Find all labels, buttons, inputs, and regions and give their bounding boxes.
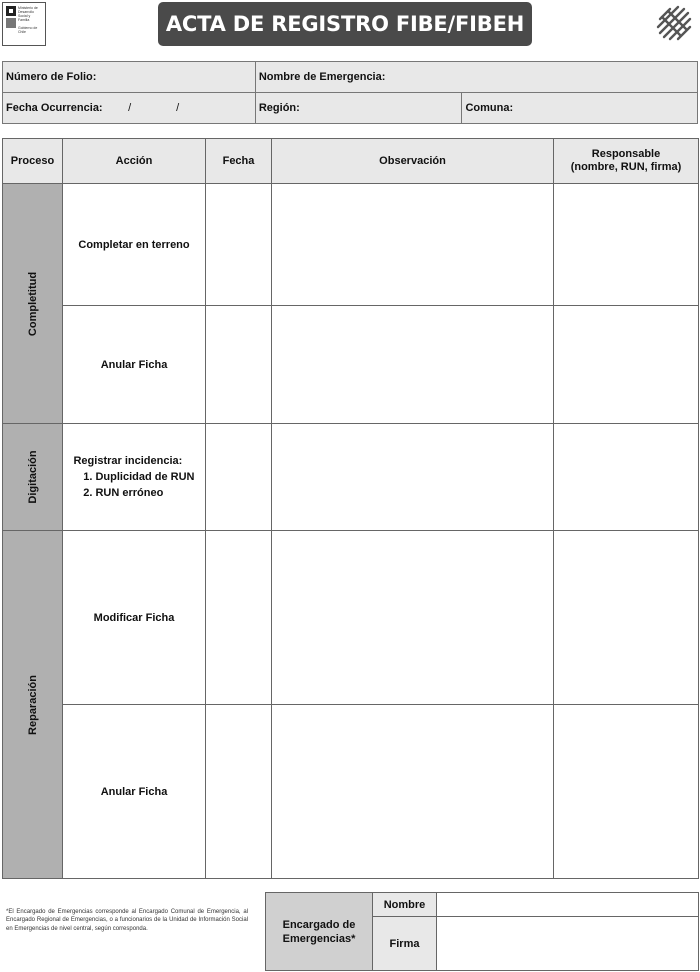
- fecha-cell[interactable]: [206, 531, 272, 705]
- responsable-cell[interactable]: [554, 705, 699, 879]
- accion-incidencia: [63, 424, 206, 531]
- registro-table: [2, 138, 699, 879]
- comuna-field[interactable]: [462, 93, 698, 124]
- observacion-cell[interactable]: [272, 705, 554, 879]
- page-title: ACTA DE REGISTRO FIBE/FIBEH: [165, 12, 525, 36]
- fecha-cell[interactable]: [206, 424, 272, 531]
- header-responsable-line2: (nombre, RUN, firma): [570, 161, 682, 173]
- header-accion: Acción: [63, 139, 206, 184]
- header-observacion: Observación: [272, 139, 554, 184]
- observacion-cell[interactable]: [272, 424, 554, 531]
- fecha-ocurrencia-field[interactable]: [3, 93, 256, 124]
- date-slash: /: [128, 102, 132, 114]
- ministry-logo: [2, 2, 46, 46]
- emergencia-field[interactable]: [255, 62, 697, 93]
- responsable-cell[interactable]: [554, 184, 699, 306]
- date-slash: /: [176, 102, 180, 114]
- signature-table: [265, 892, 699, 971]
- proceso-digitacion: [3, 424, 63, 531]
- responsable-cell[interactable]: [554, 306, 699, 424]
- ministry-logo-text: Ministerio de Desarrollo Social y Familia Gobierno de Chile: [18, 6, 38, 34]
- title-banner: [158, 2, 532, 46]
- folio-label: Número de Folio:: [6, 71, 97, 83]
- folio-field[interactable]: [3, 62, 256, 93]
- incidencia-title: Registrar incidencia:: [73, 455, 183, 467]
- table-row: [3, 184, 699, 306]
- info-table: [2, 61, 698, 124]
- fecha-cell[interactable]: [206, 306, 272, 424]
- firma-field[interactable]: [437, 917, 699, 971]
- table-row: [3, 306, 699, 424]
- responsable-cell[interactable]: [554, 531, 699, 705]
- header-fecha: Fecha: [206, 139, 272, 184]
- comuna-label: Comuna:: [465, 102, 514, 114]
- region-label: Región:: [258, 102, 300, 114]
- observacion-cell[interactable]: [272, 531, 554, 705]
- proceso-label: Digitación: [26, 450, 39, 504]
- nombre-field[interactable]: [437, 893, 699, 917]
- accion-completar: Completar en terreno: [63, 184, 206, 306]
- accion-anular: Anular Ficha: [63, 306, 206, 424]
- observacion-cell[interactable]: [272, 184, 554, 306]
- accion-modificar: Modificar Ficha: [63, 531, 206, 705]
- region-field[interactable]: [255, 93, 462, 124]
- emergencia-label: Nombre de Emergencia:: [258, 71, 386, 83]
- proceso-completitud: [3, 184, 63, 424]
- proceso-label: Reparación: [26, 674, 39, 735]
- encargado-line2: Emergencias*: [282, 932, 356, 945]
- registro-social-logo: [654, 3, 694, 43]
- accion-anular: Anular Ficha: [63, 705, 206, 879]
- responsable-cell[interactable]: [554, 424, 699, 531]
- table-row: [3, 424, 699, 531]
- proceso-label: Completitud: [26, 271, 39, 336]
- header-responsable-line1: Responsable: [591, 148, 661, 160]
- fecha-cell[interactable]: [206, 705, 272, 879]
- encargado-line1: Encargado de: [282, 918, 356, 931]
- nombre-label: Nombre: [373, 893, 437, 917]
- header-responsable: [554, 139, 699, 184]
- observacion-cell[interactable]: [272, 306, 554, 424]
- incidencia-item: 1. Duplicidad de RUN: [95, 469, 194, 485]
- encargado-label: [266, 893, 373, 971]
- flag-stripe: [6, 18, 16, 28]
- table-row: [3, 531, 699, 705]
- incidencia-item: 2. RUN erróneo: [95, 485, 194, 501]
- fecha-label: Fecha Ocurrencia:: [6, 102, 103, 114]
- fecha-cell[interactable]: [206, 184, 272, 306]
- table-row: [3, 705, 699, 879]
- firma-label: Firma: [373, 917, 437, 971]
- footnote: *El Encargado de Emergencias corresponde al Encargado Comunal de Emergencia, al Encargado Regional de Emergencias, o a funcionarios de la Unidad de Información Social en Emergencias de nivel central, según corresponda.: [6, 909, 248, 932]
- proceso-reparacion: [3, 531, 63, 879]
- header-proceso: Proceso: [3, 139, 63, 184]
- star-icon: [6, 6, 16, 16]
